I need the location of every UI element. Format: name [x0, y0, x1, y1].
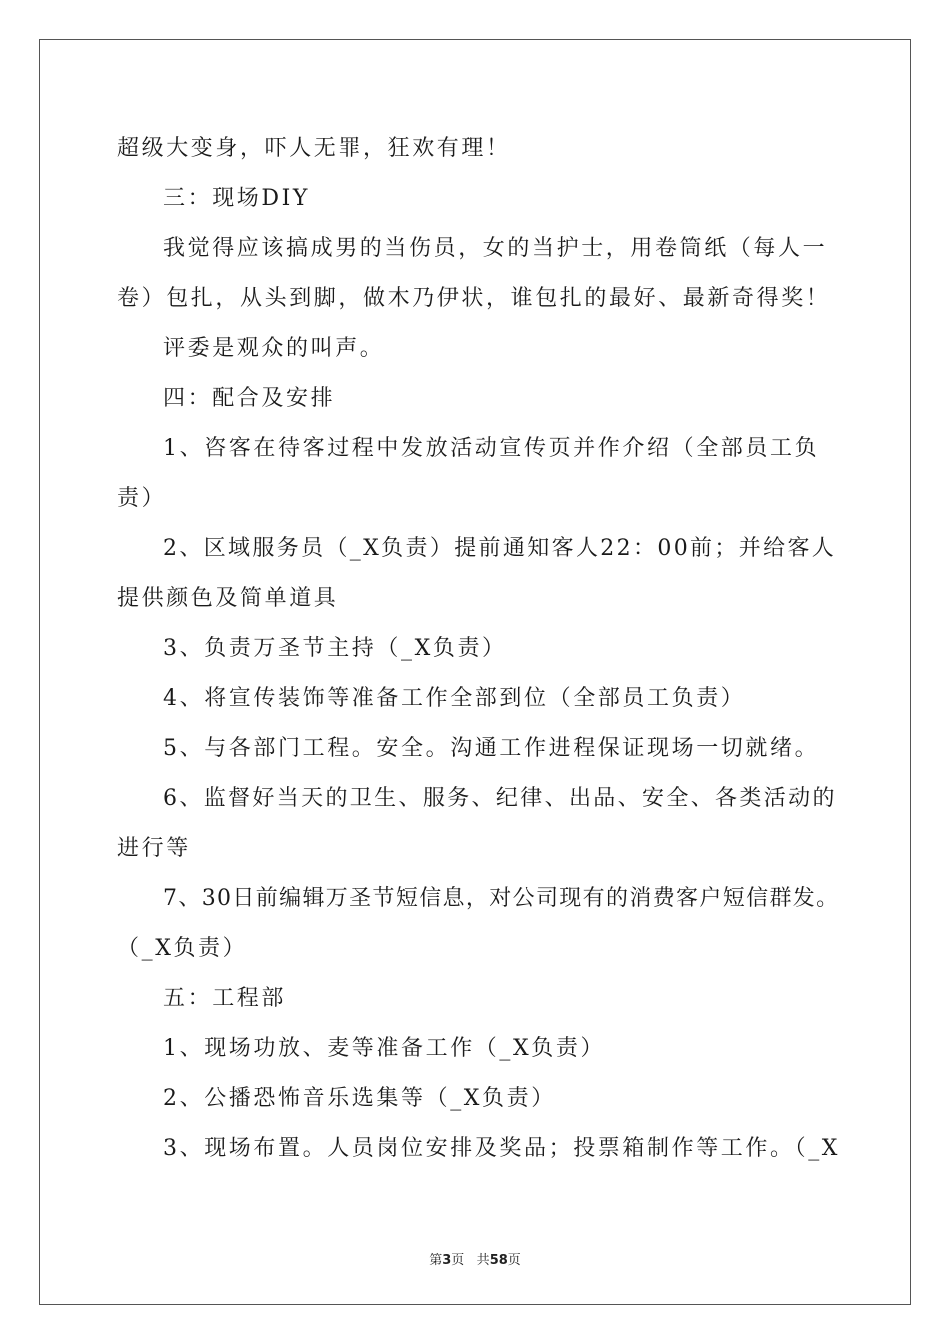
list-item: 3、现场布置。人员岗位安排及奖品；投票箱制作等工作。（_X	[163, 1136, 841, 1161]
current-page-number: 3	[442, 1253, 452, 1268]
list-item: 1、咨客在待客过程中发放活动宣传页并作介绍（全部员工负	[163, 436, 820, 461]
list-item: 7、30日前编辑万圣节短信息，对公司现有的消费客户短信群发。	[163, 886, 840, 911]
list-item: 6、监督好当天的卫生、服务、纪律、出品、安全、各类活动的	[163, 786, 837, 811]
page-footer	[0, 1249, 950, 1268]
section-heading: 四：配合及安排	[163, 386, 336, 411]
list-item: 5、与各部门工程。安全。沟通工作进程保证现场一切就绪。	[163, 736, 820, 761]
list-item: 1、现场功放、麦等准备工作（_X负责）	[163, 1036, 606, 1061]
list-item-continuation: 责）	[117, 486, 167, 511]
document-body	[117, 124, 842, 1174]
page-suffix: 页	[451, 1253, 465, 1268]
total-page-count: 58	[489, 1253, 508, 1268]
total-suffix: 页	[507, 1253, 521, 1268]
section-heading: 三：现场DIY	[163, 186, 311, 211]
list-item-continuation: （_X负责）	[117, 936, 248, 961]
paragraph-line: 超级大变身，吓人无罪，狂欢有理！	[117, 136, 511, 161]
list-item-continuation: 提供颜色及简单道具	[117, 586, 339, 611]
paragraph-line: 卷）包扎，从头到脚，做木乃伊状，谁包扎的最好、最新奇得奖！	[117, 286, 831, 311]
list-item: 2、公播恐怖音乐选集等（_X负责）	[163, 1086, 556, 1111]
list-item: 3、负责万圣节主持（_X负责）	[163, 636, 507, 661]
list-item: 2、区域服务员（_X负责）提前通知客人22：00前；并给客人	[163, 536, 837, 561]
list-item-continuation: 进行等	[117, 836, 191, 861]
page-prefix: 第	[429, 1253, 443, 1268]
section-heading: 五：工程部	[163, 986, 287, 1011]
list-item: 4、将宣传装饰等准备工作全部到位（全部员工负责）	[163, 686, 746, 711]
paragraph-line: 我觉得应该搞成男的当伤员，女的当护士，用卷筒纸（每人一	[163, 236, 828, 261]
total-prefix: 共	[476, 1253, 490, 1268]
paragraph-line: 评委是观众的叫声。	[163, 336, 385, 361]
